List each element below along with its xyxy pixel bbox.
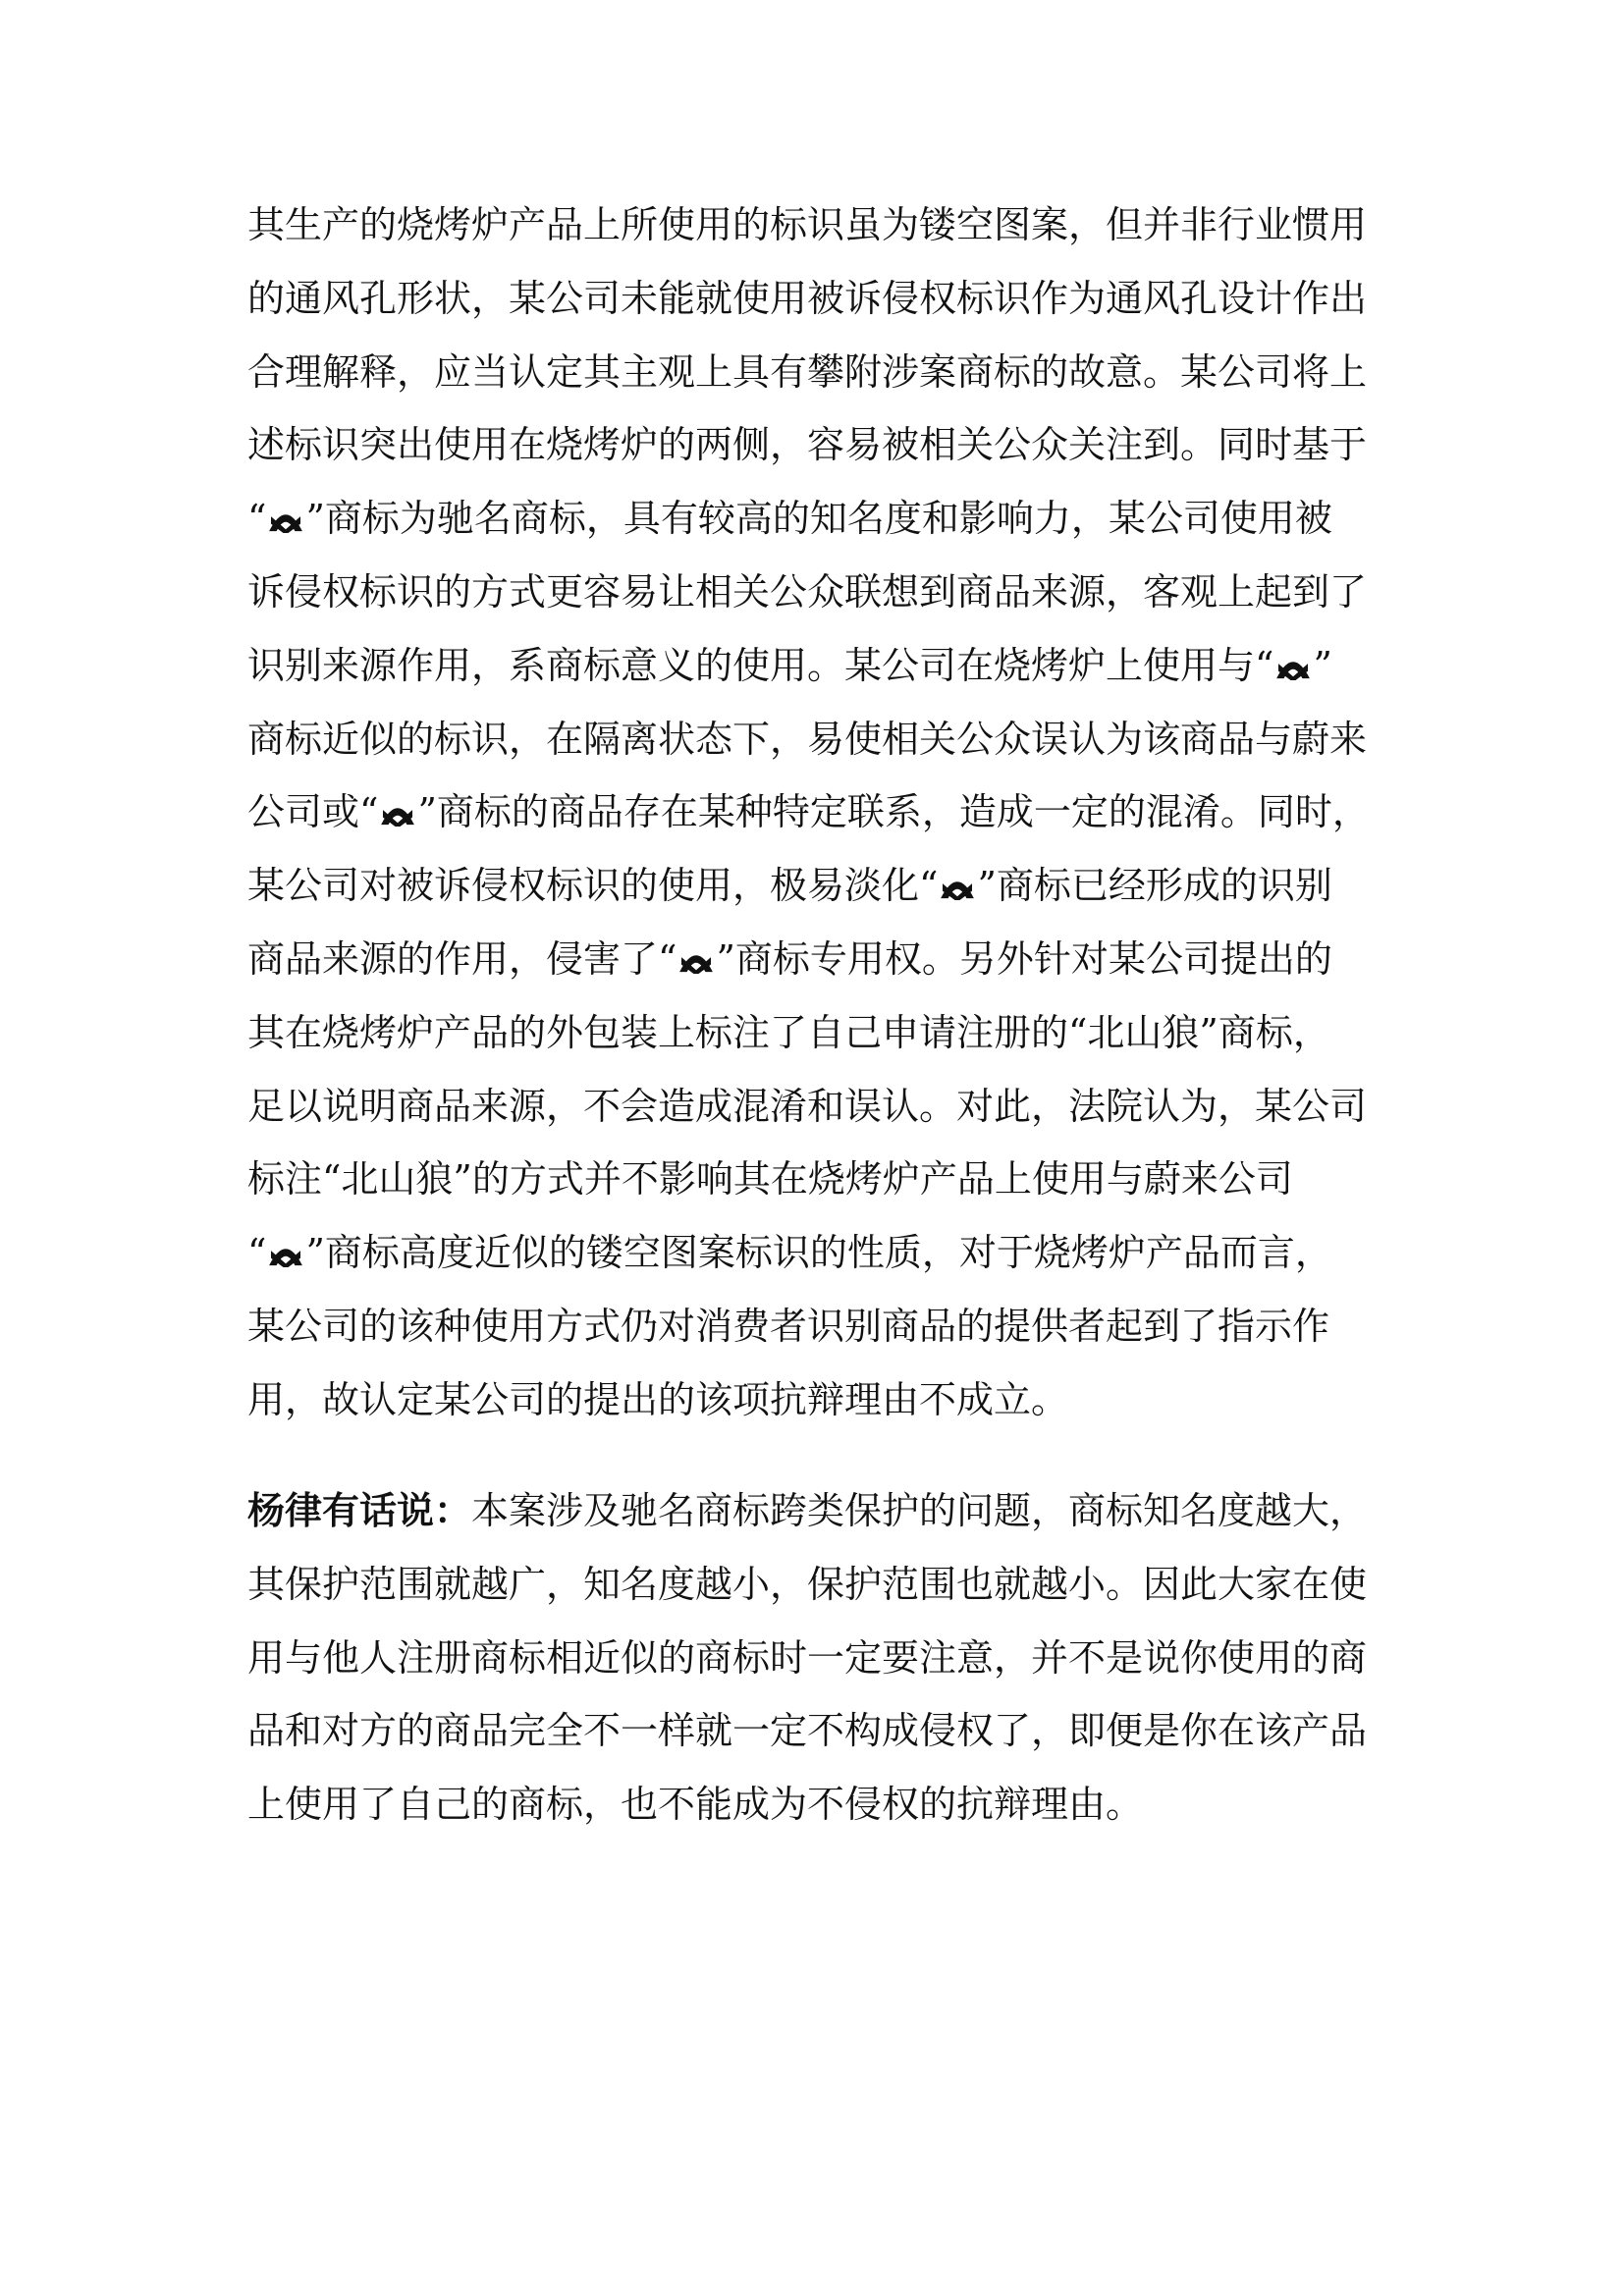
- text-line: 述标识突出使用在烧烤炉的两侧，容易被相关公众关注到。同时基于: [247, 423, 1368, 467]
- text-line: [247, 849, 1384, 923]
- text-line: [247, 629, 1384, 703]
- text-fragment: “: [247, 1231, 267, 1275]
- nio-logo-icon: [1274, 651, 1312, 680]
- comment-label: 杨律有话说：: [247, 1488, 472, 1532]
- text-fragment: ”: [1313, 643, 1332, 687]
- text-fragment: “: [247, 497, 267, 541]
- text-fragment: ”商标已经形成的识别: [977, 864, 1332, 908]
- text-fragment: 商品来源的作用，侵害了“: [247, 936, 677, 981]
- text-line: 诉侵权标识的方式更容易让相关公众联想到商品来源，客观上起到了: [247, 569, 1368, 614]
- text-line: 其在烧烤炉产品的外包装上标注了自己申请注册的“北山狼”商标，: [247, 1010, 1330, 1054]
- text-line: 上使用了自己的商标，也不能成为不侵权的抗辩理由。: [247, 1783, 1144, 1827]
- nio-logo-icon: [379, 797, 416, 827]
- text-line: 某公司的该种使用方式仍对消费者识别商品的提供者起到了指示作: [247, 1304, 1330, 1348]
- text-line: 其保护范围就越广，知名度越小，保护范围也就越小。因此大家在使: [247, 1562, 1368, 1606]
- nio-logo-icon: [677, 944, 715, 974]
- text-line: 商标近似的标识，在隔离状态下，易使相关公众误认为该商品与蔚来: [247, 717, 1368, 761]
- text-line: [247, 482, 1384, 556]
- nio-logo-icon: [267, 504, 304, 533]
- text-fragment: ”商标的商品存在某种特定联系，造成一定的混淆。同时，: [417, 790, 1370, 834]
- nio-logo-icon: [267, 1238, 304, 1267]
- text-line: [247, 1474, 1384, 1548]
- text-line: 用与他人注册商标相近似的商标时一定要注意，并不是说你使用的商: [247, 1635, 1368, 1680]
- text-line: [247, 1216, 1384, 1290]
- text-line: 品和对方的商品完全不一样就一定不构成侵权了，即便是你在该产品: [247, 1709, 1368, 1753]
- nio-logo-icon: [939, 871, 976, 900]
- text-line: 的通风孔形状，某公司未能就使用被诉侵权标识作为通风孔设计作出: [247, 276, 1368, 320]
- text-fragment: 本案涉及驰名商标跨类保护的问题，商标知名度越大，: [471, 1489, 1368, 1532]
- text-line: [247, 923, 1384, 996]
- text-line: 合理解释，应当认定其主观上具有攀附涉案商标的故意。某公司将上: [247, 349, 1368, 394]
- text-line: [247, 775, 1384, 849]
- text-line: 用，故认定某公司的提出的该项抗辩理由不成立。: [247, 1377, 1069, 1421]
- text-line: 其生产的烧烤炉产品上所使用的标识虽为镂空图案，但并非行业惯用: [247, 203, 1368, 246]
- text-line: 标注“北山狼”的方式并不影响其在烧烤炉产品上使用与蔚来公司: [247, 1157, 1293, 1201]
- text-line: 足以说明商品来源，不会造成混淆和误认。对此，法院认为，某公司: [247, 1084, 1368, 1128]
- text-fragment: ”商标专用权。另外针对某公司提出的: [716, 936, 1332, 981]
- text-fragment: 某公司对被诉侵权标识的使用，极易淡化“: [247, 864, 939, 908]
- paragraph-court-reasoning: [247, 188, 1384, 1437]
- text-fragment: 识别来源作用，系商标意义的使用。某公司在烧烤炉上使用与“: [247, 643, 1274, 687]
- paragraph-lawyer-comment: [247, 1474, 1384, 1842]
- text-fragment: 公司或“: [247, 790, 379, 834]
- text-fragment: ”商标为驰名商标，具有较高的知名度和影响力，某公司使用被: [305, 497, 1332, 541]
- text-fragment: ”商标高度近似的镂空图案标识的性质，对于烧烤炉产品而言，: [305, 1231, 1332, 1275]
